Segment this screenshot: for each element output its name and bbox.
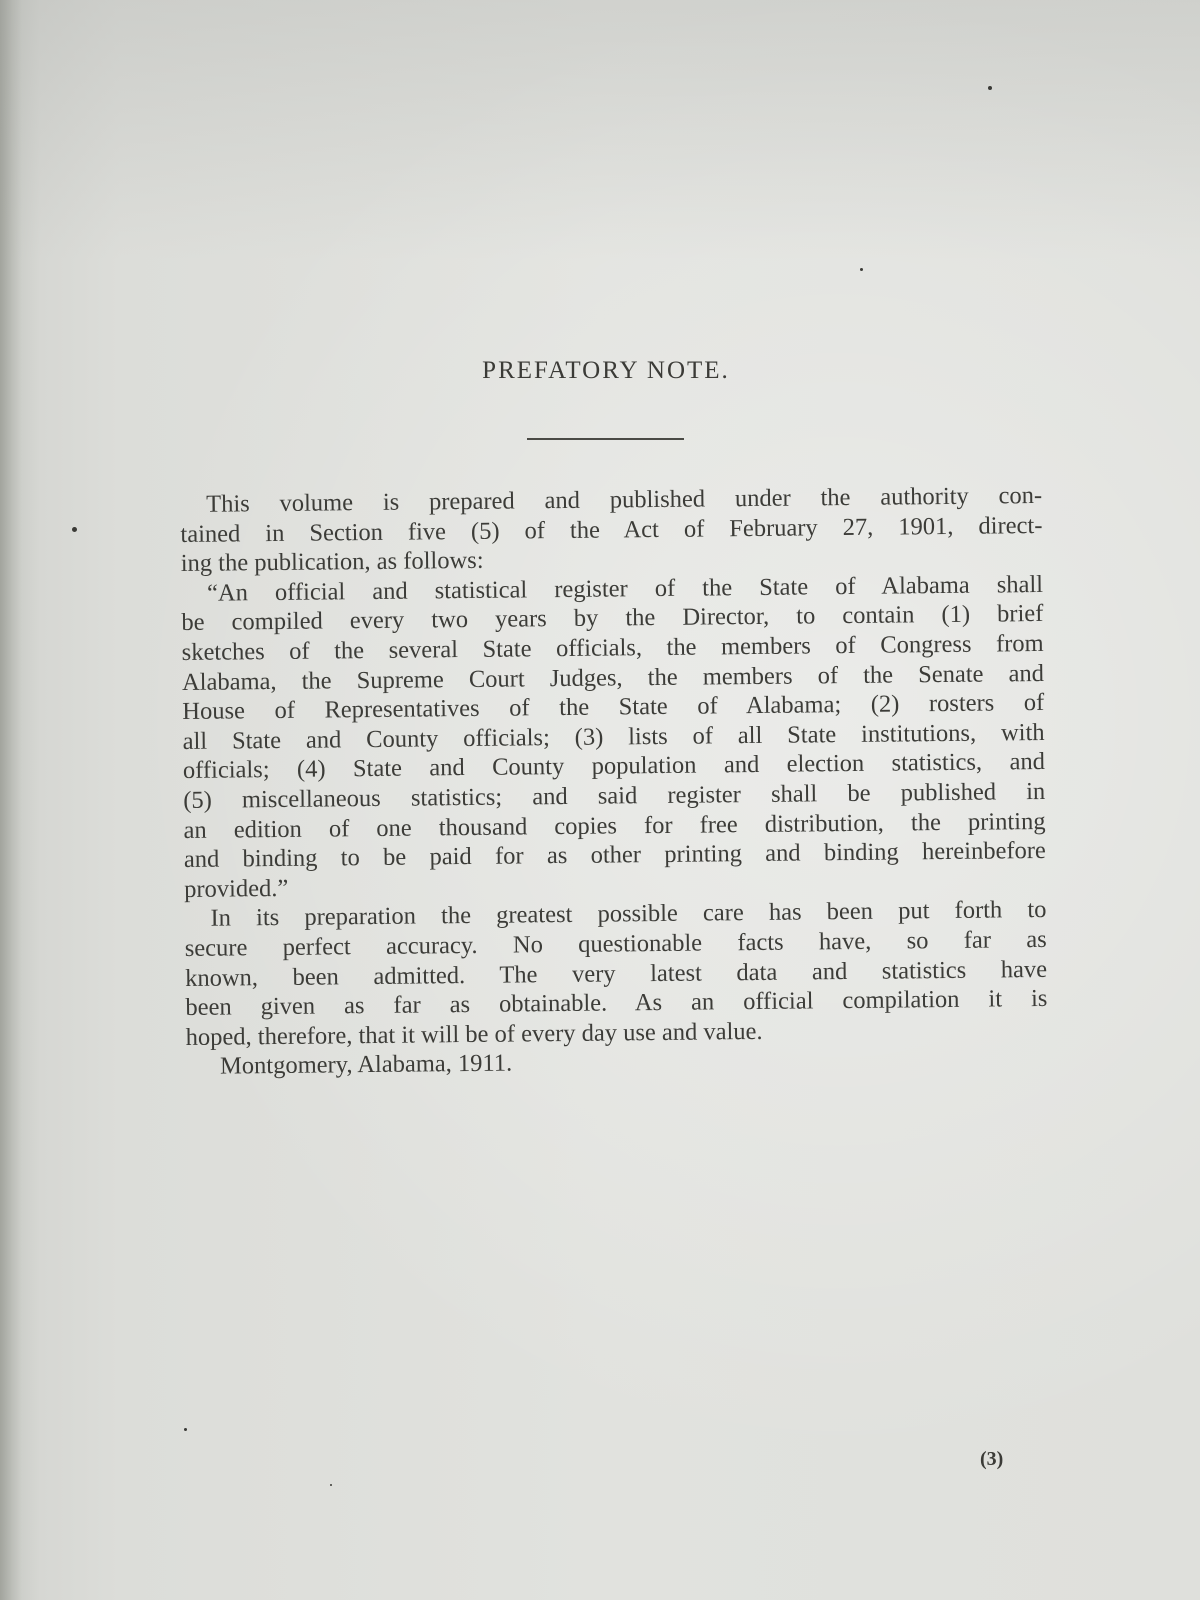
text-line: be compiled every two years by the Director, to contain (1) brief	[181, 600, 1044, 637]
paper-speck	[330, 1484, 332, 1486]
place-date-line: Montgomery, Alabama, 1911.	[219, 1049, 513, 1080]
page-shadow	[0, 0, 1200, 260]
text-line: ing the publication, as follows:	[180, 547, 484, 578]
text-line: House of Representatives of the State of Alabama; (2) rosters of	[182, 689, 1045, 726]
text-line: This volume is prepared and published under the authority con-	[206, 481, 1043, 518]
text-line: hoped, therefore, that it will be of every day use and value.	[185, 1017, 763, 1051]
text-line: provided.”	[184, 874, 289, 903]
text-line: and binding to be paid for as other printing and binding hereinbefore	[183, 837, 1046, 874]
text-line: sketches of the several State officials, the members of Congress from	[181, 629, 1044, 666]
text-line: been given as far as obtainable. As an official compilation it is	[185, 985, 1048, 1022]
title-divider	[527, 438, 684, 440]
text-line: an edition of one thousand copies for free distribution, the printing	[183, 807, 1046, 844]
text-line: all State and County officials; (3) lists of all State institutions, with	[182, 718, 1045, 755]
page-number: (3)	[980, 1448, 1004, 1470]
paper-speck	[184, 1428, 187, 1431]
paper-speck	[860, 268, 863, 271]
text-line: “An official and statistical register of the State of Alabama shall	[206, 570, 1044, 607]
paper-speck	[988, 86, 992, 90]
prefatory-body	[180, 481, 1048, 1082]
page-title: PREFATORY NOTE.	[482, 357, 730, 384]
text-line: In its preparation the greatest possible care has been put forth to	[210, 896, 1047, 933]
text-line: secure perfect accuracy. No questionable facts have, so far as	[184, 925, 1047, 962]
text-line: officials; (4) State and County population and election statistics, and	[182, 748, 1046, 785]
text-line: tained in Section five (5) of the Act of February 27, 1901, direct-	[180, 511, 1043, 548]
paper-speck	[72, 527, 77, 532]
text-line: known, been admitted. The very latest data and statistics have	[184, 955, 1048, 992]
text-line: (5) miscellaneous statistics; and said register shall be published in	[183, 777, 1046, 814]
text-line: Alabama, the Supreme Court Judges, the members of the Senate and	[181, 659, 1045, 696]
